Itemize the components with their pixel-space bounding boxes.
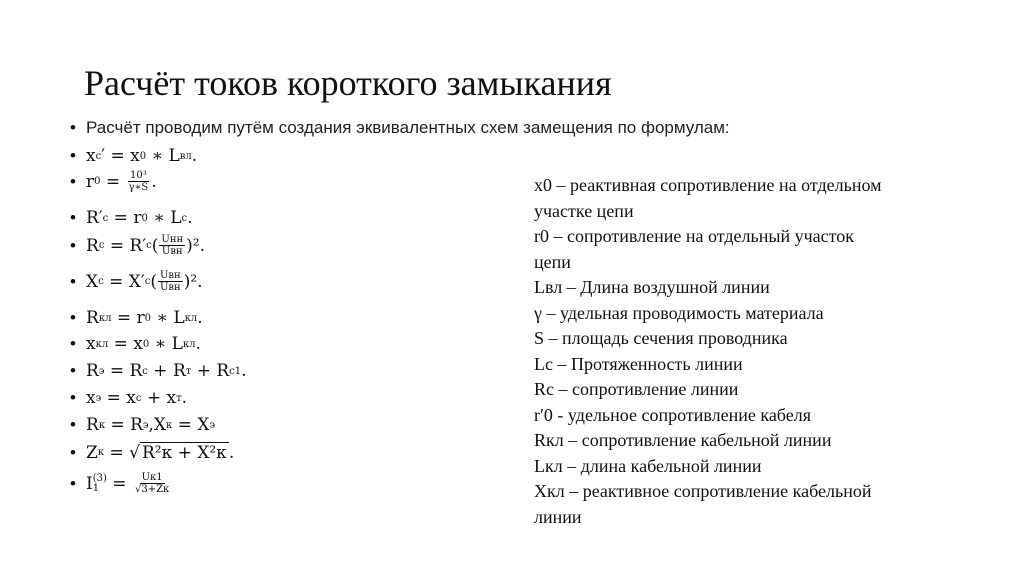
formula-xkl: x кл = x 0 ∗ L кл . [86, 334, 201, 354]
bullet-dot: • [70, 308, 76, 327]
definition-line: r′0 - удельное сопротивление кабеля [534, 404, 811, 425]
formula-6 [70, 308, 203, 328]
formula-rkl: R кл = r 0 ∗ L кл . [86, 308, 203, 328]
formula-3 [70, 208, 193, 228]
radicand: R²к + X²к [141, 443, 227, 463]
formula-11 [70, 442, 234, 463]
formula-8 [70, 361, 247, 381]
intro-bullet [70, 118, 730, 138]
bullet-dot: • [70, 442, 76, 462]
definition-line: Xкл – реактивное сопротивление кабельной [534, 481, 872, 501]
definition-line: линии [534, 506, 582, 527]
bullet-dot: • [70, 271, 76, 291]
bullet-dot: • [70, 146, 76, 165]
formula-9 [70, 388, 187, 408]
sqrt: √ R²к + X²к [129, 442, 227, 463]
bullet-dot: • [70, 473, 76, 493]
fraction: $\frac{\text{Uнн}}{\text{Uвн}}$ [161, 234, 184, 257]
definitions-block [534, 173, 974, 530]
formula-zk: Z к = √ R²к + X²к . [86, 442, 235, 463]
definition-line: S – площадь сечения проводника [534, 328, 788, 348]
definition-line: Lвл – Длина воздушной линии [534, 277, 770, 297]
formula-re: R э = R c + R т + R c1 . [86, 361, 247, 381]
definition-line: Lc – Протяженность линии [534, 353, 743, 374]
bullet-dot: • [70, 334, 76, 353]
formula-1 [70, 146, 197, 166]
fraction: $\frac{\text{10³}}{\gamma∗S}$ [128, 170, 149, 193]
bullet-dot: • [70, 235, 76, 255]
bullet-dot: • [70, 361, 76, 380]
formula-2 [70, 170, 157, 193]
definition-line: цепи [534, 251, 571, 272]
formula-xc: x c ′ = x 0 ∗ L вл . [86, 146, 198, 166]
definition-line: Rкл – сопротивление кабельной линии [534, 430, 832, 450]
formula-xc-cap: X c = X′ c ( $\frac{\text{Uвн}}{\text{Uвн}}$ )². [86, 270, 203, 293]
formula-i1: I (3) 1 = $\frac{Uк1}{√3+Zк}$ [86, 472, 170, 495]
intro-text: Расчёт проводим путём создания эквивалентных схем замещения по формулам: [86, 118, 730, 137]
bullet-dot: • [70, 208, 76, 227]
formula-10 [70, 415, 215, 435]
formula-4 [70, 234, 205, 257]
formula-r0: r 0 = $\frac{\text{10³}}{\gamma∗S}$ . [86, 170, 157, 193]
bullet-dot: • [70, 388, 76, 407]
definition-line: Lкл – длина кабельной линии [534, 455, 762, 476]
fraction: $\frac{Uк1}{√3+Zк}$ [134, 472, 170, 495]
formula-7 [70, 334, 201, 354]
definition-line: r0 – сопротивление на отдельный участок [534, 226, 854, 246]
fraction: $\frac{\text{Uвн}}{\text{Uвн}}$ [159, 270, 181, 293]
formula-rk: R к = R э ,X к = X э [86, 415, 216, 435]
formula-rc: R c = R′ c ( $\frac{\text{Uнн}}{\text{Uвн}}$ )². [86, 234, 206, 257]
definition-line: участке цепи [534, 200, 634, 221]
definition-line: x0 – реактивная сопротивление на отдельном [534, 175, 882, 195]
formula-12 [70, 472, 172, 495]
bullet-dot: • [70, 171, 76, 191]
bullet-dot: • [70, 118, 76, 137]
slide-title: Расчёт токов короткого замыкания [84, 63, 612, 103]
definition-line: γ – удельная проводимость материала [534, 302, 824, 323]
bullet-dot: • [70, 415, 76, 434]
formula-5 [70, 270, 203, 293]
formula-xe: x э = x c + x т . [86, 388, 188, 408]
formula-rc-prime: R′ c = r 0 ∗ L c . [86, 208, 193, 228]
definition-line: Rc – сопротивление линии [534, 379, 739, 399]
